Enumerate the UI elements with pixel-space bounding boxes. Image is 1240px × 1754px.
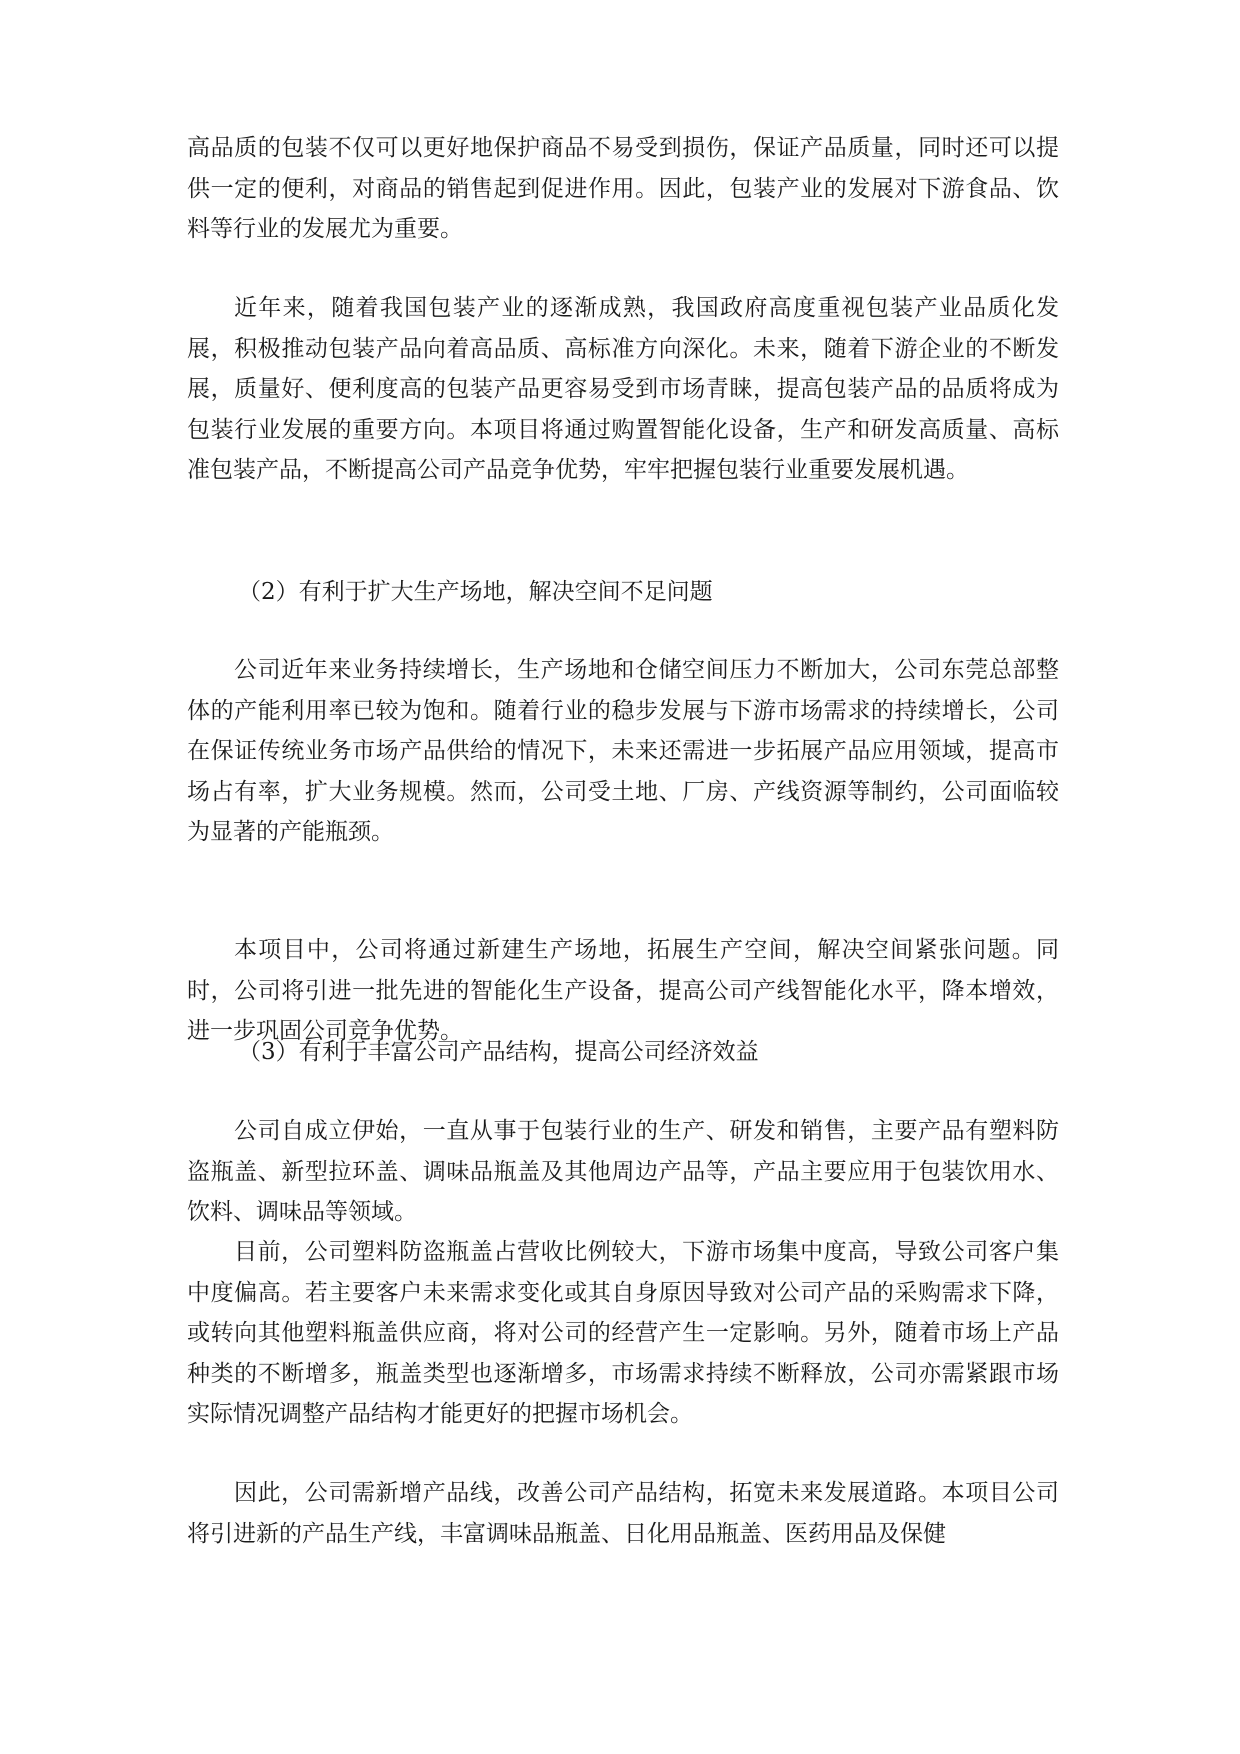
paragraph-3: 公司近年来业务持续增长，生产场地和仓储空间压力不断加大，公司东莞总部整体的产能利用率已较为饱和。随着行业的稳步发展与下游市场需求的持续增长，公司在保证传统业务市场产品供给的情况下，未来还需进一步拓展产品应用领域，提高市场占有率，扩大业务规模。然而，公司受土地、厂房、产线资源等制约，公司面临较为显著的产能瓶颈。 — [187, 657, 1059, 845]
section-heading-2: （2）有利于扩大生产场地，解决空间不足问题 — [238, 579, 713, 605]
paragraph-1: 高品质的包装不仅可以更好地保护商品不易受到损伤，保证产品质量，同时还可以提供一定的便利，对商品的销售起到促进作用。因此，包装产业的发展对下游食品、饮料等行业的发展尤为重要。 — [187, 135, 1059, 242]
paragraph-2: 近年来，随着我国包装产业的逐渐成熟，我国政府高度重视包装产业品质化发展，积极推动包装产品向着高品质、高标准方向深化。未来，随着下游企业的不断发展，质量好、便利度高的包装产品更容易受到市场青睐，提高包装产品的品质将成为包装行业发展的重要方向。本项目将通过购置智能化设备，生产和研发高质量、高标准包装产品，不断提高公司产品竞争优势，牢牢把握包装行业重要发展机遇。 — [187, 295, 1059, 483]
paragraph-5: 公司自成立伊始，一直从事于包装行业的生产、研发和销售，主要产品有塑料防盗瓶盖、新型拉环盖、调味品瓶盖及其他周边产品等，产品主要应用于包装饮用水、饮料、调味品等领域。 — [187, 1118, 1059, 1225]
paragraph-4: 本项目中，公司将通过新建生产场地，拓展生产空间，解决空间紧张问题。同时，公司将引进一批先进的智能化生产设备，提高公司产线智能化水平，降本增效，进一步巩固公司竞争优势。 — [187, 937, 1059, 1044]
paragraph-6: 目前，公司塑料防盗瓶盖占营收比例较大，下游市场集中度高，导致公司客户集中度偏高。若主要客户未来需求变化或其自身原因导致对公司产品的采购需求下降，或转向其他塑料瓶盖供应商，将对公司的经营产生一定影响。另外，随着市场上产品种类的不断增多，瓶盖类型也逐渐增多，市场需求持续不断释放，公司亦需紧跟市场实际情况调整产品结构才能更好的把握市场机会。 — [187, 1239, 1059, 1427]
section-heading-3: （3）有利于丰富公司产品结构，提高公司经济效益 — [238, 1039, 759, 1065]
paragraph-7: 因此，公司需新增产品线，改善公司产品结构，拓宽未来发展道路。本项目公司将引进新的产品生产线，丰富调味品瓶盖、日化用品瓶盖、医药用品及保健 — [187, 1480, 1059, 1547]
